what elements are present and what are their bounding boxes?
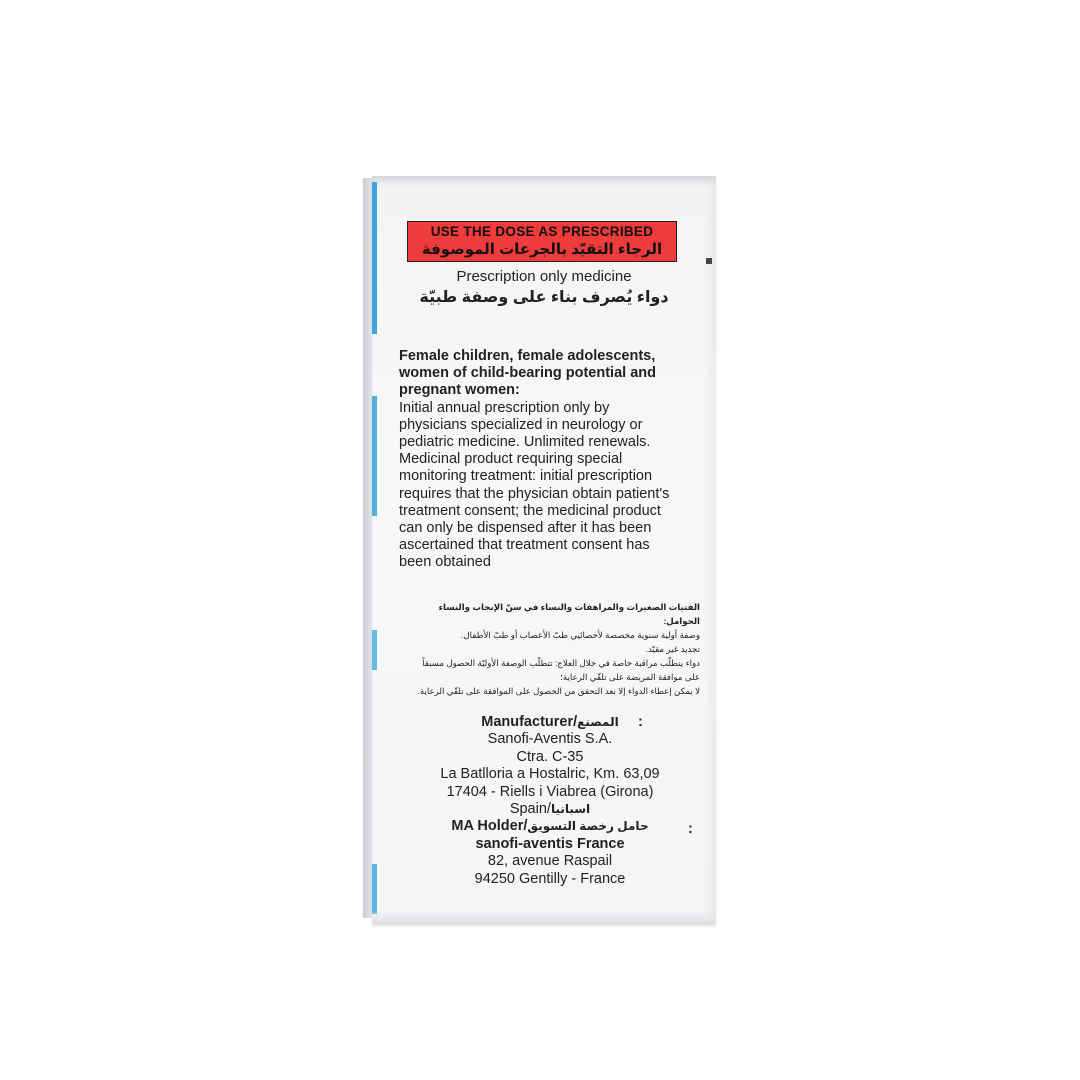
- box-notch: [706, 258, 712, 264]
- manufacturer-label-ar: المصنع: [577, 715, 619, 729]
- manufacturer-line: 17404 - Riells i Viabrea (Girona): [446, 783, 654, 800]
- ma-holder-line: 82, avenue Raspail: [487, 853, 613, 870]
- box-bottom-fold: [372, 910, 716, 922]
- female-notice-line-ar: على موافقة المريضة على تلقّي الرعاية؛: [560, 672, 700, 682]
- dose-warning-en: USE THE DOSE AS PRESCRIBED: [430, 224, 654, 239]
- female-notice-line-ar: دواء يتطلّب مراقبة خاصة في خلال العلاج: تتطلّب الوصفة الأوليّة الحصول مسبقاً: [422, 658, 700, 668]
- manufacturer-country: Spain/: [509, 800, 551, 817]
- ma-holder-label-row: [420, 818, 693, 838]
- female-notice-heading-ar: الفتيات الصغيرات والمراهقات والنساء في سنّ الإنجاب والنساء الحوامل:: [438, 602, 700, 626]
- ma-holder-colon: :: [688, 821, 693, 838]
- box-top-fold: [372, 178, 716, 186]
- manufacturer-line: Ctra. C-35: [516, 748, 584, 765]
- manufacturer-country-ar: اسبانيا: [550, 801, 591, 816]
- manufacturer-block: [420, 714, 693, 888]
- manufacturer-country-row: [420, 801, 680, 818]
- ma-holder-line: 94250 Gentilly - France: [474, 870, 626, 887]
- female-notice-heading: Female children, female adolescents, women of child-bearing potential and pregnant women:: [399, 348, 656, 399]
- dose-warning-ar: الرجاء التقيّد بالجرعات الموصوفة: [421, 241, 663, 258]
- female-patients-notice-ar: [400, 600, 700, 698]
- ma-holder-label-ar: حامل رخصة التسويق: [527, 819, 649, 834]
- manufacturer-line: Sanofi-Aventis S.A.: [487, 731, 613, 748]
- ma-holder-label: MA Holder/: [451, 818, 528, 835]
- prescription-only-en: Prescription only medicine: [456, 268, 632, 285]
- manufacturer-colon: :: [638, 714, 643, 730]
- female-notice-line-ar: لا يمكن إعطاء الدواء إلا بعد التحقق من الحصول على الموافقة على تلقّي الرعاية.: [417, 686, 700, 696]
- manufacturer-line: La Batlloria a Hostalric, Km. 63,09: [440, 766, 660, 783]
- manufacturer-label-row: [420, 714, 680, 731]
- blue-edge-stripe: [372, 396, 377, 516]
- blue-edge-stripe: [372, 864, 377, 914]
- dose-warning-banner: [407, 221, 677, 262]
- ma-holder-company: sanofi-aventis France: [475, 835, 625, 852]
- female-notice-body: Initial annual prescription only by physicians specialized in neurology or pediatric medicine. Unlimited renewals. Medicinal product requiring special monitoring treatment: initial prescription requires that the physician obtain patient's treatment consent; the medicinal product can only be dispensed after it has been ascertained that treatment consent has been obtained: [399, 399, 670, 571]
- blue-edge-stripe: [372, 182, 377, 334]
- prescription-only-ar: دواء يُصرف بناء على وصفة طبيّة: [419, 289, 669, 306]
- blue-edge-stripe: [372, 630, 377, 670]
- female-notice-line-ar: تجديد غير مقيّد.: [645, 644, 700, 654]
- female-patients-notice: [399, 348, 674, 572]
- manufacturer-label: Manufacturer/: [481, 714, 578, 730]
- female-notice-line-ar: وصفة أولية سنوية مخصصة لأخصائيي طبّ الأعصاب أو طبّ الأطفال.: [461, 630, 700, 640]
